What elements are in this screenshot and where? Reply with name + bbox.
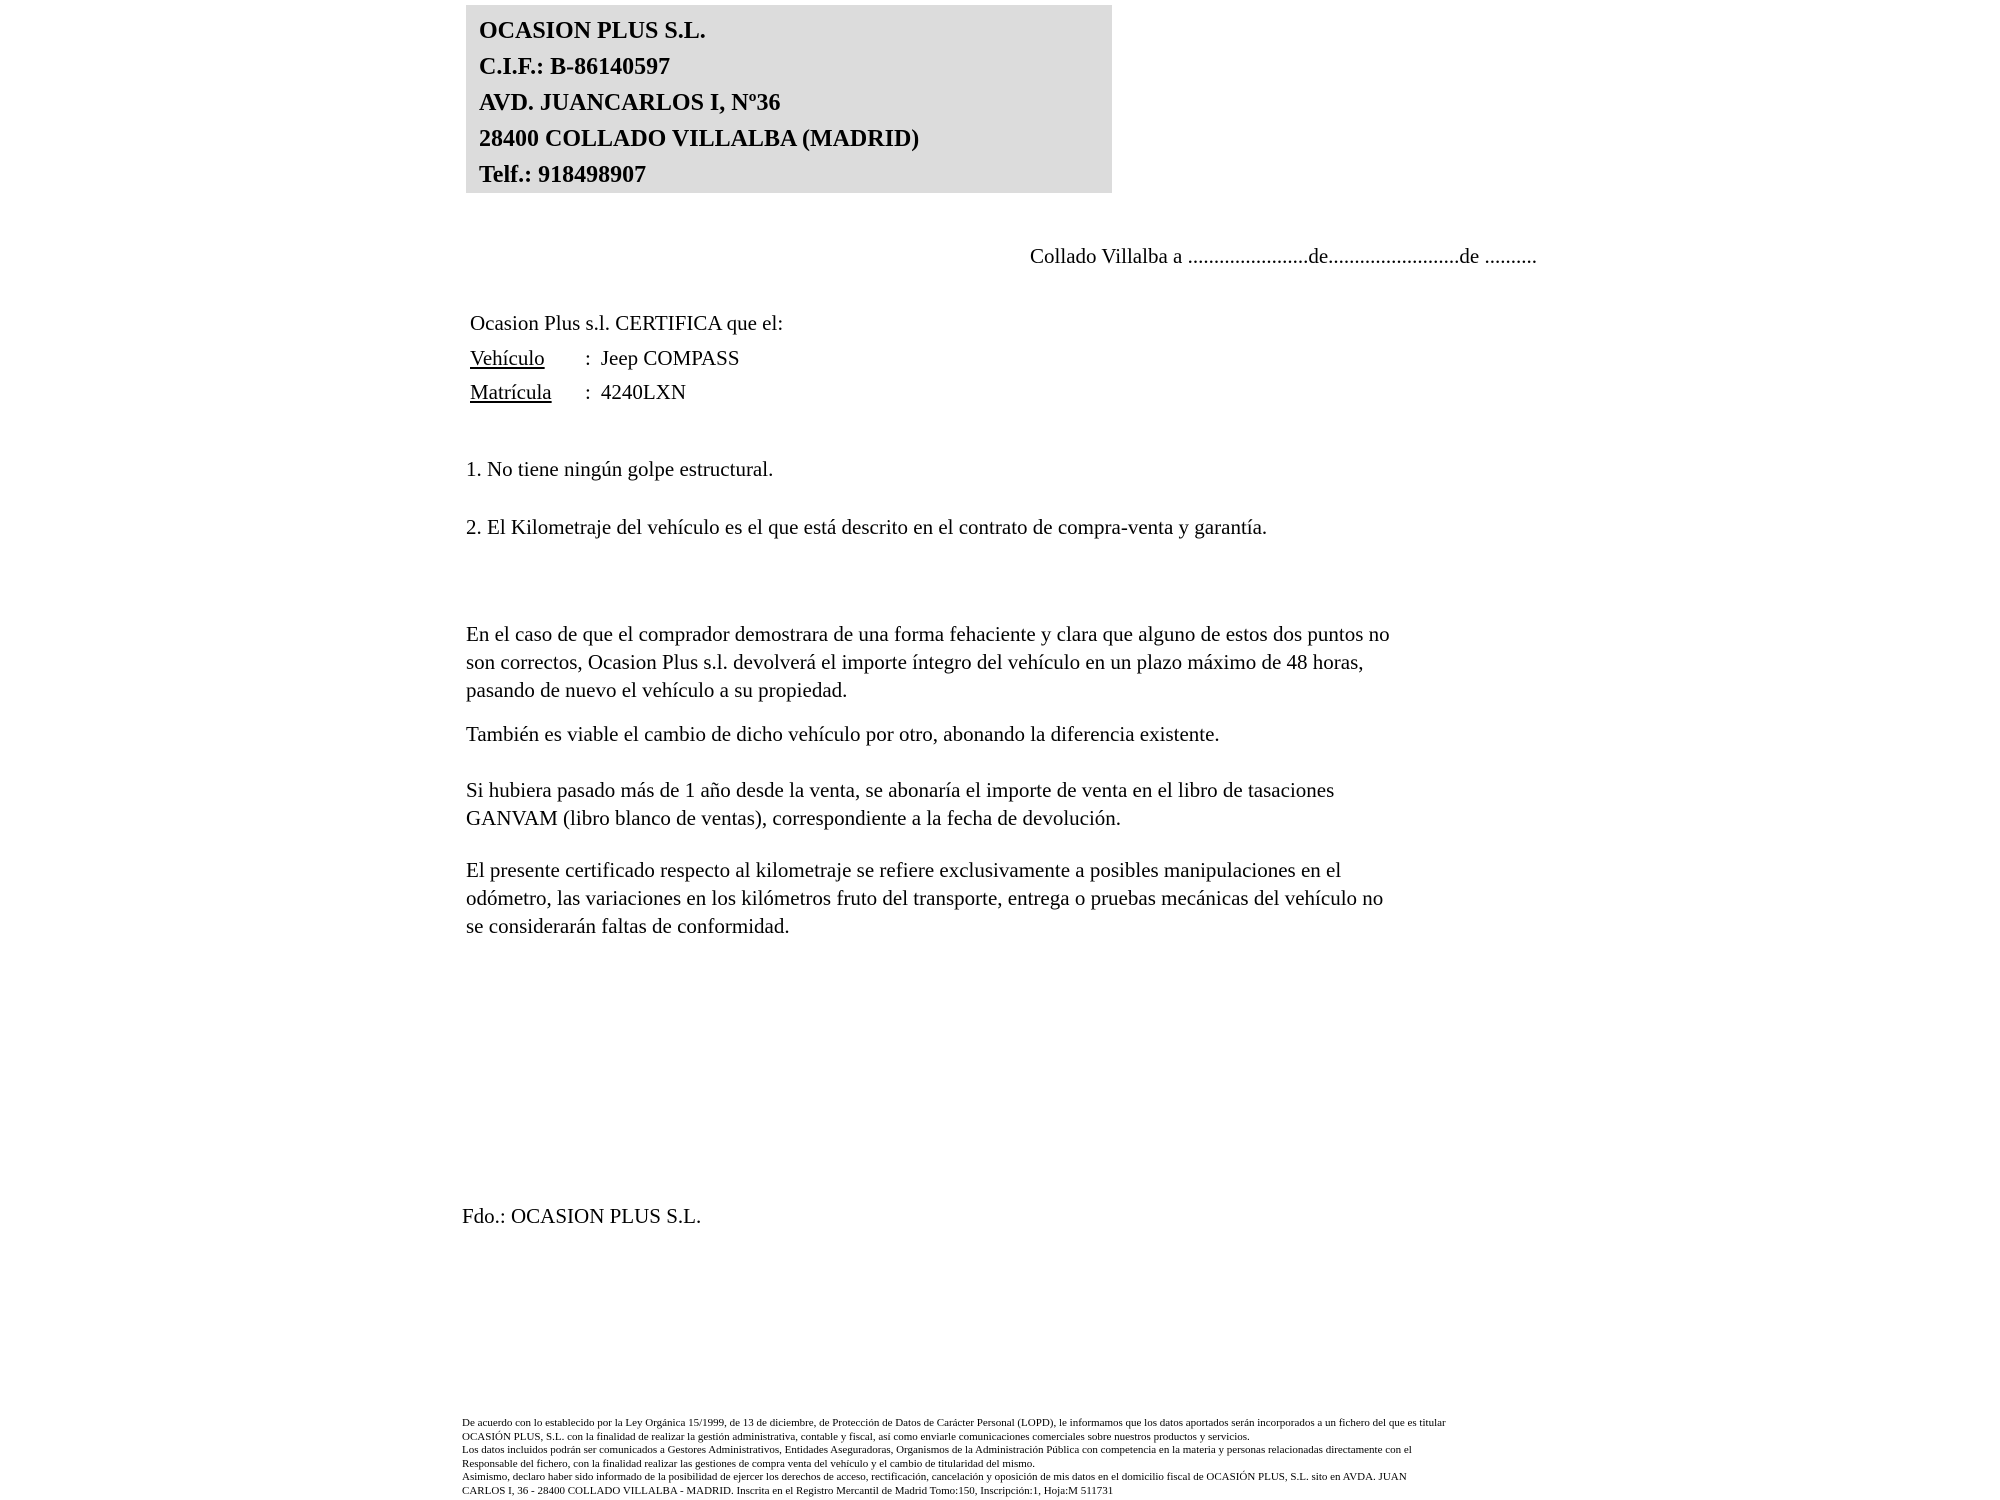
- paragraph-line: GANVAM (libro blanco de ventas), correspondiente a la fecha de devolución.: [466, 806, 1122, 830]
- paragraph-line: El presente certificado respecto al kilometraje se refiere exclusivamente a posibles manipulaciones en el: [466, 858, 1342, 882]
- certification-intro: Ocasion Plus s.l. CERTIFICA que el:: [470, 311, 784, 335]
- plate-field-value: 4240LXN: [600, 380, 687, 404]
- paragraph-line: En el caso de que el comprador demostrara de una forma fehaciente y clara que alguno de estos dos puntos no: [466, 622, 1390, 646]
- company-address: AVD. JUANCARLOS I, Nº36: [479, 90, 781, 116]
- signature-line: Fdo.: OCASION PLUS S.L.: [462, 1204, 702, 1228]
- paragraph-ganvam-valuation: [466, 776, 1334, 832]
- company-phone: Telf.: 918498907: [479, 162, 647, 188]
- company-city: 28400 COLLADO VILLALBA (MADRID): [479, 126, 920, 152]
- legal-footer: [462, 1417, 1446, 1498]
- paragraph-line: Si hubiera pasado más de 1 año desde la venta, se abonaría el importe de venta en el libro de tasaciones: [466, 778, 1335, 802]
- legal-footer-line: Los datos incluidos podrán ser comunicados a Gestores Administrativos, Entidades Aseguradoras, Organismos de la Administración Pública con competencia en la materia y personas relacionadas directamente con el: [462, 1444, 1412, 1456]
- company-cif: C.I.F.: B-86140597: [479, 54, 671, 80]
- paragraph-refund-terms: [466, 620, 1390, 704]
- vehicle-field-label: Vehículo: [470, 345, 545, 370]
- paragraph-line: También es viable el cambio de dicho vehículo por otro, abonando la diferencia existente.: [466, 722, 1220, 746]
- vehicle-field-separator: :: [585, 345, 591, 370]
- vehicle-field: [470, 341, 783, 376]
- legal-footer-line: Asimismo, declaro haber sido informado de la posibilidad de ejercer los derechos de acceso, rectificación, cancelación y oposición de mis datos en el domicilio fiscal de OCASIÓN PLUS, S.L. sito en AVDA. JUAN: [462, 1471, 1407, 1483]
- legal-footer-line: CARLOS I, 36 - 28400 COLLADO VILLALBA - MADRID. Inscrita en el Registro Mercantil de Madrid Tomo:150, Inscripción:1, Hoja:M 511731: [462, 1484, 1114, 1497]
- paragraph-line: son correctos, Ocasion Plus s.l. devolverá el importe íntegro del vehículo en un plazo máximo de 48 horas,: [466, 650, 1364, 674]
- company-header-box: [466, 5, 1112, 193]
- company-name: OCASION PLUS S.L.: [479, 18, 706, 44]
- paragraph-line: odómetro, las variaciones en los kilómetros fruto del transporte, entrega o pruebas mecánicas del vehículo no: [466, 886, 1384, 910]
- legal-footer-line: De acuerdo con lo establecido por la Ley Orgánica 15/1999, de 13 de diciembre, de Protección de Datos de Carácter Personal (LOPD), le informamos que los datos aportados serán incorporados a un fichero del que es titular: [462, 1417, 1446, 1429]
- plate-field: [470, 375, 783, 410]
- date-place-line: Collado Villalba a .......................de.........................de ..........: [1030, 244, 1537, 268]
- legal-footer-line: OCASIÓN PLUS, S.L. con la finalidad de realizar la gestión administrativa, contable y fiscal, así como enviarle comunicaciones comerciales sobre nuestros productos y servicios.: [462, 1430, 1250, 1443]
- paragraph-exchange-option: [466, 720, 1220, 748]
- plate-field-label: Matrícula: [470, 380, 552, 404]
- legal-footer-line: Responsable del fichero, con la finalidad realizar las gestiones de compra venta del vehículo y el cambio de titularidad del mismo.: [462, 1457, 1036, 1470]
- paragraph-odometer-disclaimer: [466, 856, 1383, 940]
- paragraph-line: pasando de nuevo el vehículo a su propiedad.: [466, 678, 848, 702]
- paragraph-line: se considerarán faltas de conformidad.: [466, 914, 790, 938]
- plate-field-separator: :: [585, 380, 591, 404]
- certification-block: [470, 306, 783, 410]
- numbered-point-2: 2. El Kilometraje del vehículo es el que está descrito en el contrato de compra-venta y garantía.: [466, 515, 1268, 539]
- vehicle-field-value: Jeep COMPASS: [600, 345, 740, 370]
- numbered-point-1: 1. No tiene ningún golpe estructural.: [466, 457, 774, 481]
